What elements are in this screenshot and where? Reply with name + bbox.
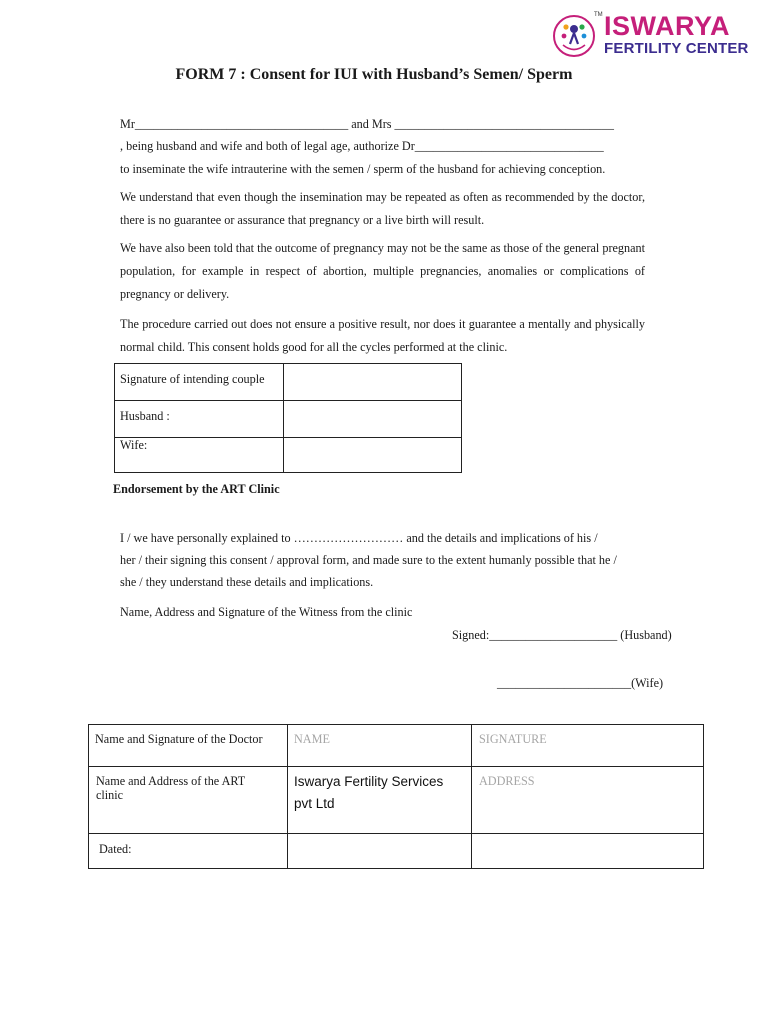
form-title: FORM 7 : Consent for IUI with Husband’s Semen/ Sperm xyxy=(175,66,573,83)
clinic-address-field[interactable]: ADDRESS xyxy=(472,767,704,834)
clinic-logo xyxy=(552,10,752,60)
inseminate-line: to inseminate the wife intrauterine with the semen / sperm of the husband for achieving conception. xyxy=(120,162,606,176)
clinic-name-line-1: Iswarya Fertility Services xyxy=(294,774,444,789)
fertility-emblem-icon xyxy=(552,14,596,58)
endorsement-heading: Endorsement by the ART Clinic xyxy=(113,482,280,496)
mr-mrs-line: Mr___________________________________ and Mrs ____________________________________ xyxy=(120,117,614,131)
dated-label: Dated: xyxy=(89,834,288,869)
clinic-label: Name and Address of the ART clinic xyxy=(89,767,288,834)
husband-signature-field[interactable] xyxy=(284,401,462,438)
clinic-name-cell xyxy=(288,767,472,834)
dated-extra-field[interactable] xyxy=(472,834,704,869)
trademark-mark: TM xyxy=(594,12,603,18)
paragraph-guarantee: We understand that even though the insemination may be repeated as often as recommended by the doctor, there is no guarantee or assurance that pregnancy or a live birth will result. xyxy=(120,190,645,227)
logo-name: ISWARYA xyxy=(604,11,731,41)
husband-label: Husband : xyxy=(115,401,284,438)
couple-signature-table xyxy=(114,363,462,473)
logo-subtitle: FERTILITY CENTER xyxy=(604,40,749,57)
paragraph-outcome: We have also been told that the outcome of pregnancy may not be the same as those of the general pregnant population, for example in respect of abortion, multiple pregnancies, anomalies or complications of pregnancy or delivery. xyxy=(120,241,645,301)
signature-couple-field[interactable] xyxy=(284,364,462,401)
doctor-clinic-table xyxy=(88,724,704,869)
wife-signature-field[interactable] xyxy=(284,438,462,473)
dated-field[interactable] xyxy=(288,834,472,869)
clinic-name-line-2: pvt Ltd xyxy=(294,796,335,811)
signed-husband-line: Signed:_____________________ (Husband) xyxy=(452,628,672,642)
doctor-label: Name and Signature of the Doctor xyxy=(89,725,288,767)
paragraph-procedure: The procedure carried out does not ensure a positive result, nor does it guarantee a mentally and physically normal child. This consent holds good for all the cycles performed at the clinic. xyxy=(120,317,645,354)
endorsement-line-3: she / they understand these details and implications. xyxy=(120,575,374,589)
witness-line: Name, Address and Signature of the Witness from the clinic xyxy=(120,605,413,619)
signature-couple-label: Signature of intending couple xyxy=(115,364,284,401)
wife-label: Wife: xyxy=(115,438,284,473)
doctor-name-field[interactable]: NAME xyxy=(288,725,472,767)
doctor-signature-field[interactable]: SIGNATURE xyxy=(472,725,704,767)
endorsement-line-1: I / we have personally explained to ……………………… and the details and implications of his / xyxy=(120,531,598,545)
endorsement-line-2: her / their signing this consent / approval form, and made sure to the extent humanly possible that he / xyxy=(120,553,617,567)
signed-wife-line: ______________________(Wife) xyxy=(497,676,664,690)
legal-age-line: , being husband and wife and both of legal age, authorize Dr_______________________________ xyxy=(120,139,604,153)
